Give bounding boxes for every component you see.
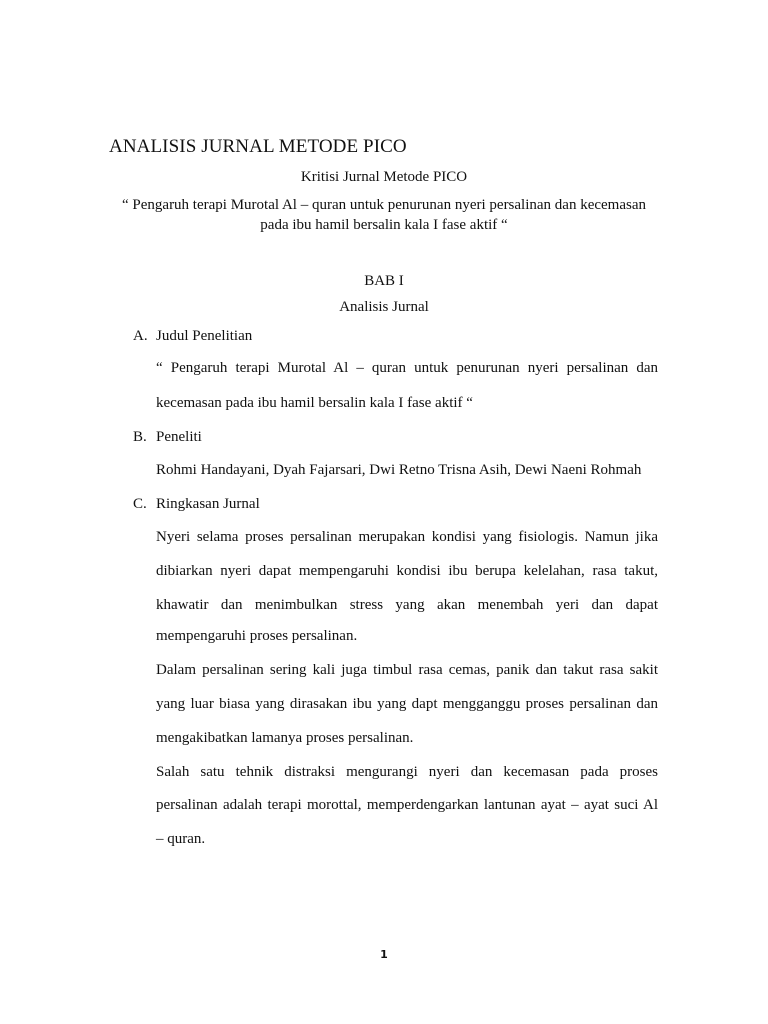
summary-paragraph-1-line-1: Nyeri selama proses persalinan merupakan kondisi yang fisiologis. Namun jika [156, 529, 658, 545]
section-b-text-line-1: Rohmi Handayani, Dyah Fajarsari, Dwi Retno Trisna Asih, Dewi Naeni Rohmah [156, 462, 642, 478]
section-b-title: Peneliti [156, 429, 202, 445]
section-c-letter: C. [133, 496, 147, 512]
quoted-journal-title-line-1: “ Pengaruh terapi Murotal Al – quran untuk penurunan nyeri persalinan dan kecemasan [122, 197, 646, 213]
summary-paragraph-2-line-1: Dalam persalinan sering kali juga timbul rasa cemas, panik dan takut rasa sakit [156, 662, 658, 678]
section-a-title: Judul Penelitian [156, 328, 253, 344]
summary-paragraph-1-line-2: dibiarkan nyeri dapat mempengaruhi kondisi ibu berupa kelelahan, rasa takut, [156, 563, 658, 579]
section-a-text-line-2: kecemasan pada ibu hamil bersalin kala I fase aktif “ [156, 395, 473, 411]
quoted-journal-title-line-2: pada ibu hamil bersalin kala I fase aktif “ [260, 217, 508, 233]
summary-paragraph-2-line-2: yang luar biasa yang dirasakan ibu yang dapt mengganggu proses persalinan dan [156, 696, 658, 712]
section-c-title: Ringkasan Jurnal [156, 496, 260, 512]
section-b-heading [133, 429, 202, 446]
section-b-letter: B. [133, 429, 147, 445]
section-c-heading [133, 496, 260, 513]
document-subtitle: Kritisi Jurnal Metode PICO [300, 169, 468, 185]
section-a-letter: A. [133, 328, 148, 344]
section-a-text-line-1: “ Pengaruh terapi Murotal Al – quran untuk penurunan nyeri persalinan dan [156, 360, 658, 376]
document-main-title: ANALISIS JURNAL METODE PICO [109, 136, 407, 157]
page-number: 1 [380, 948, 388, 961]
summary-paragraph-1-line-3: khawatir dan menimbulkan stress yang akan menembah yeri dan dapat [156, 597, 658, 613]
summary-paragraph-3-line-2: persalinan adalah terapi morottal, memperdengarkan lantunan ayat – ayat suci Al [156, 797, 658, 813]
summary-paragraph-1-line-4: mempengaruhi proses persalinan. [156, 628, 358, 644]
summary-paragraph-3-line-1: Salah satu tehnik distraksi mengurangi nyeri dan kecemasan pada proses [156, 764, 658, 780]
chapter-title: Analisis Jurnal [339, 299, 429, 315]
summary-paragraph-2-line-3: mengakibatkan lamanya proses persalinan. [156, 730, 414, 746]
section-a-heading [133, 328, 252, 345]
summary-paragraph-3-line-3: – quran. [156, 831, 206, 847]
chapter-heading: BAB I [364, 273, 404, 289]
